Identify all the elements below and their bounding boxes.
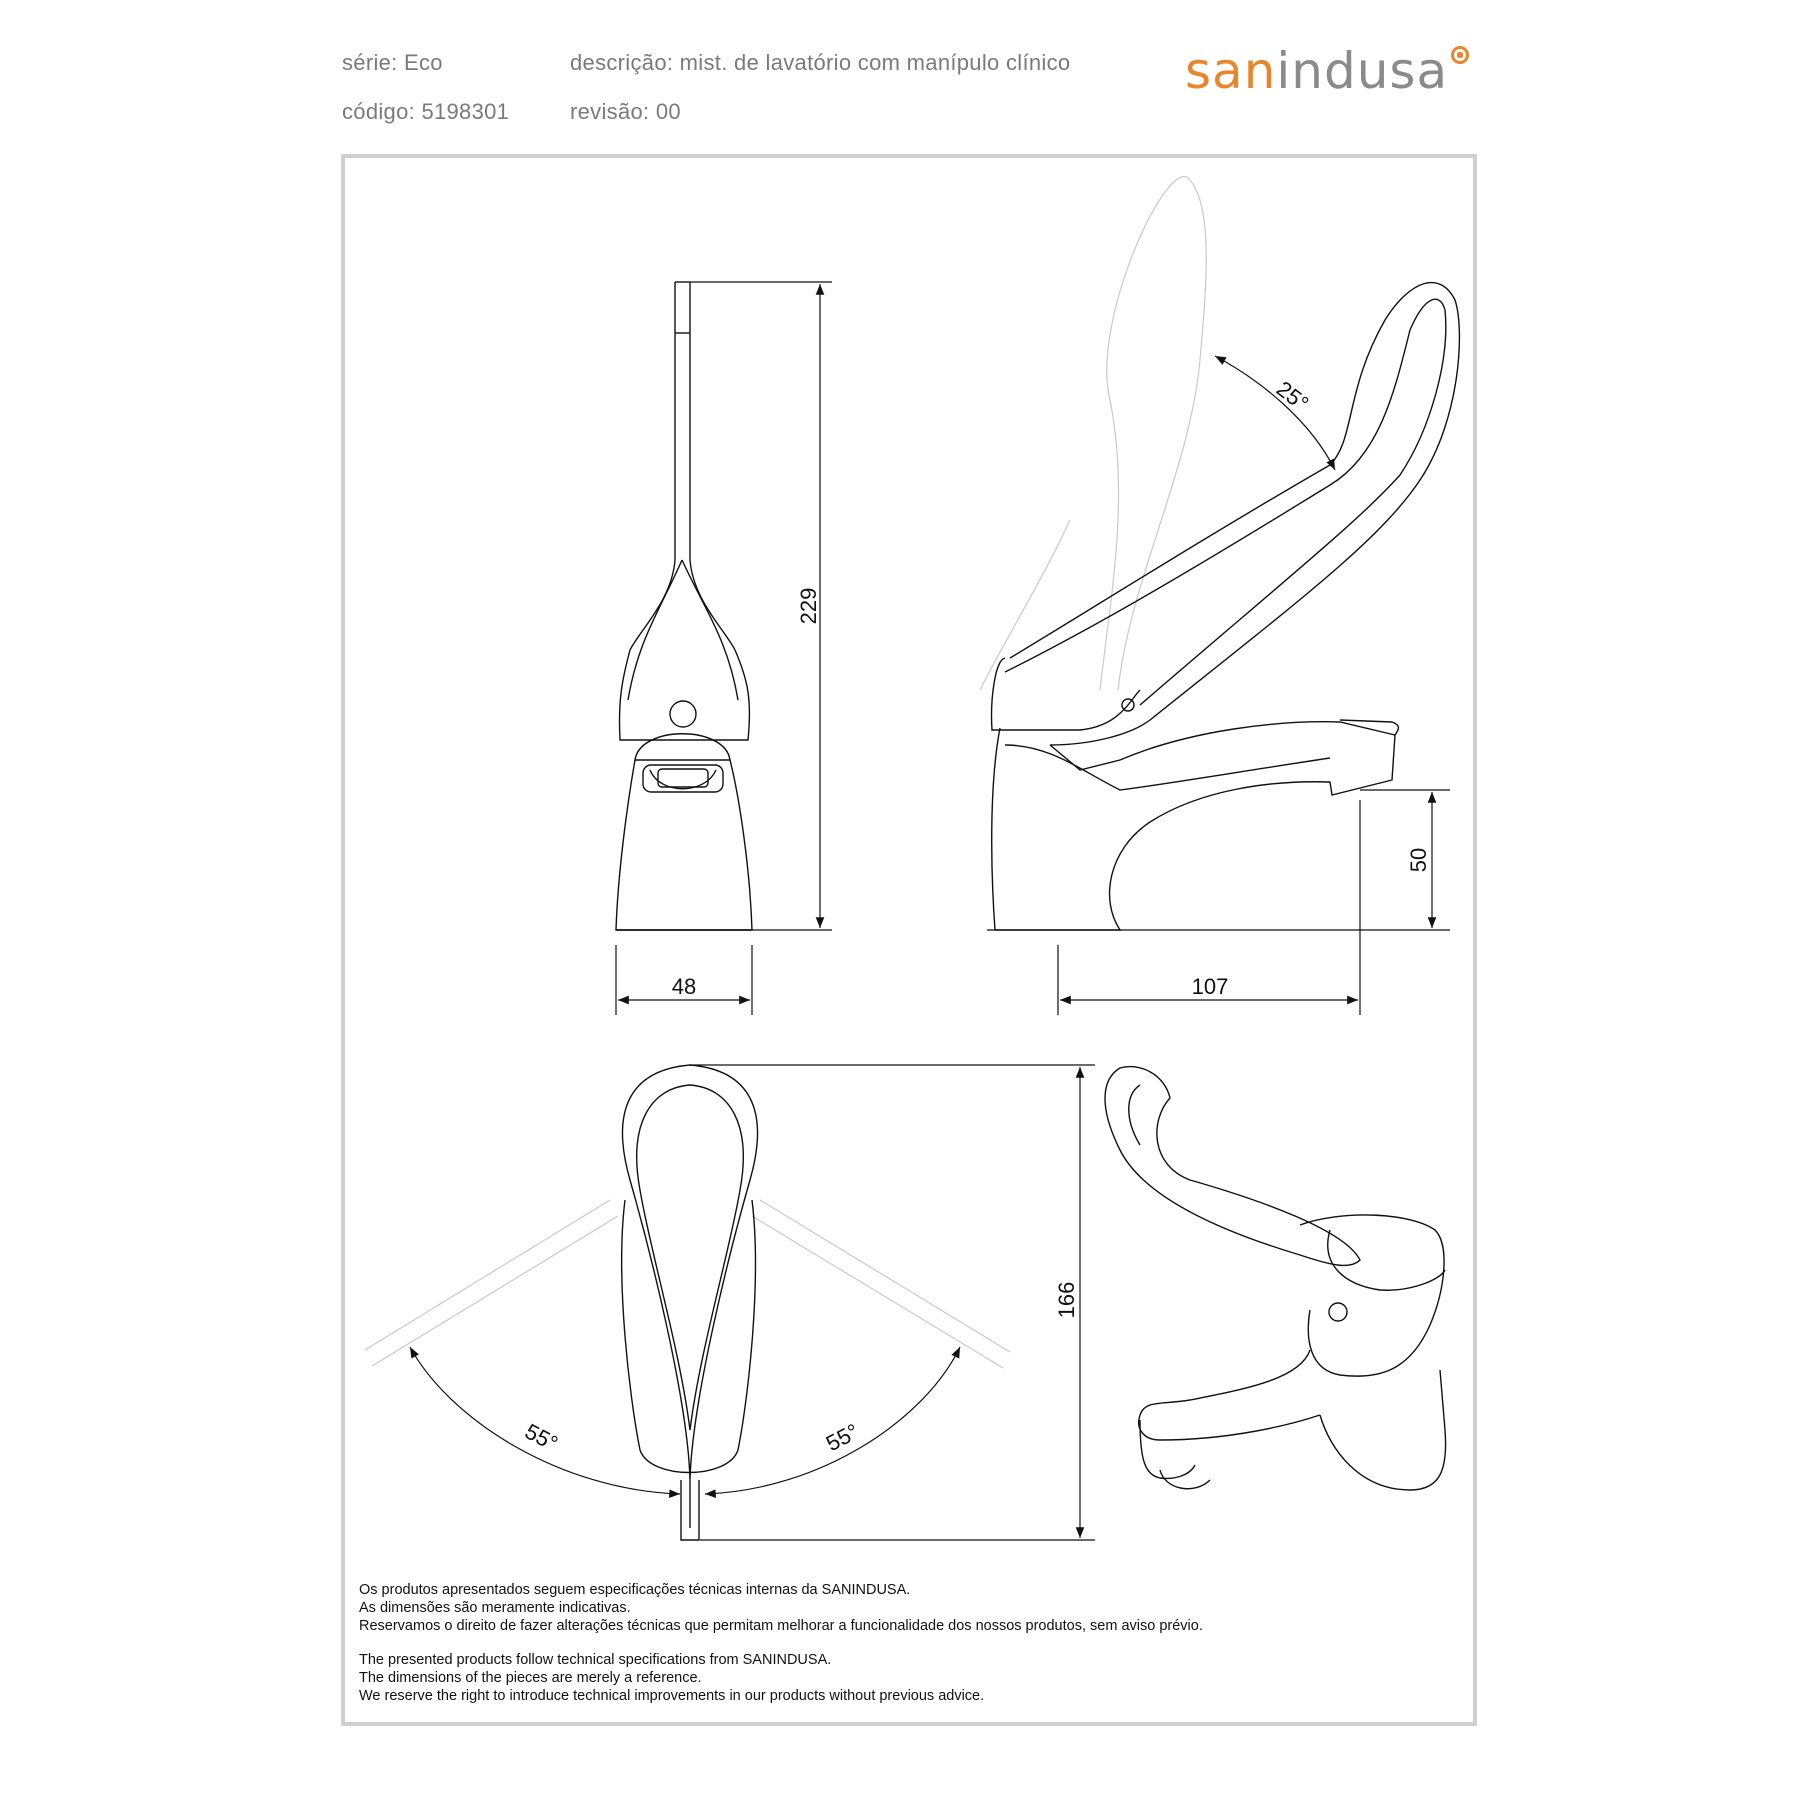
dim-lever-angle: 25° <box>1271 375 1314 417</box>
dim-top-depth: 166 <box>1054 1281 1079 1319</box>
note-pt-line-2: As dimensões são meramente indicativas. <box>359 1600 631 1616</box>
description-label: descrição: mist. de lavatório com manípulo clínico <box>570 50 1071 75</box>
note-en-line-1: The presented products follow technical specifications from SANINDUSA. <box>359 1652 832 1668</box>
codigo-label: código: 5198301 <box>342 99 510 124</box>
top-dimensions <box>410 1065 1095 1540</box>
notes-portuguese <box>359 1581 1203 1635</box>
front-view <box>616 282 752 930</box>
dim-spout-reach: 107 <box>1191 974 1229 999</box>
logo-part-indusa: indusa <box>1276 42 1449 100</box>
note-en-line-2: The dimensions of the pieces are merely a reference. <box>359 1670 702 1686</box>
dim-rotate-left: 55° <box>520 1418 563 1457</box>
revision-label: revisão: 00 <box>570 99 681 124</box>
dim-width-front: 48 <box>671 974 697 999</box>
dim-rotate-right: 55° <box>821 1418 864 1457</box>
logo-part-san: san <box>1185 42 1277 100</box>
dim-height-total: 229 <box>796 587 821 625</box>
serie-label: série: Eco <box>342 50 443 75</box>
perspective-view <box>1105 1067 1446 1490</box>
top-view <box>365 1065 1010 1540</box>
side-dimensions <box>987 356 1450 1015</box>
notes-english <box>359 1651 984 1705</box>
note-pt-line-3: Reservamos o direito de fazer alterações técnicas que permitam melhorar a funcionalidade dos nossos produtos, sem aviso prévio. <box>359 1618 1203 1634</box>
note-en-line-3: We reserve the right to introduce technical improvements in our products without previous advice. <box>359 1688 985 1704</box>
side-view <box>980 176 1459 930</box>
dim-spout-height: 50 <box>1406 847 1431 873</box>
note-pt-line-1: Os produtos apresentados seguem especificações técnicas internas da SANINDUSA. <box>359 1582 911 1598</box>
